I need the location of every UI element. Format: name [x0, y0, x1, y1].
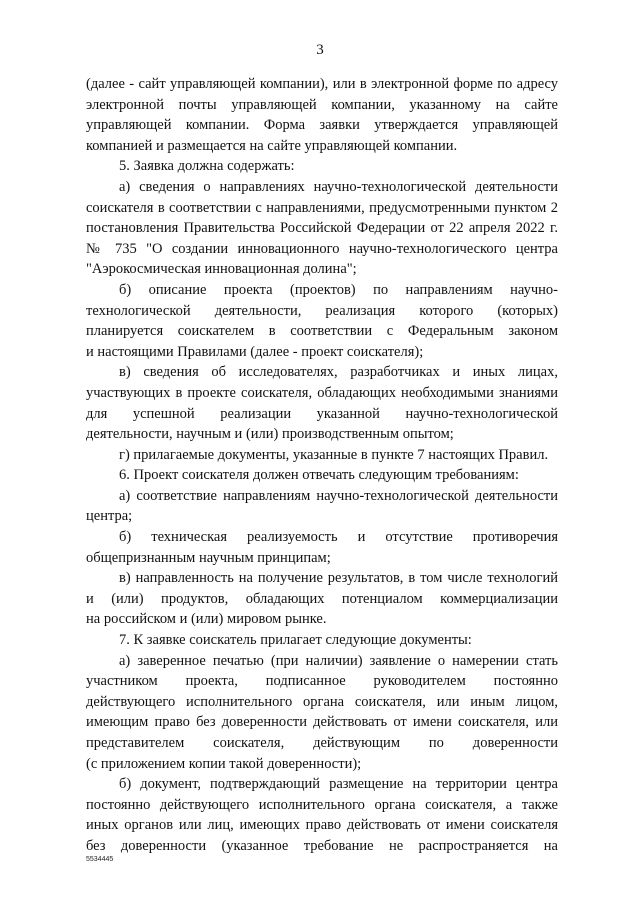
text-line: и (или) продуктов, обладающих потенциалом коммерциализации	[86, 590, 558, 607]
text-line: представителем соискателя, действующим по доверенности	[86, 735, 558, 751]
text-line: соискателя в соответствии с направлениями, предусмотренными пунктом 2	[86, 199, 558, 216]
text-line: (с приложением копии такой доверенности);	[86, 755, 362, 772]
text-line: в) направленность на получение результатов, в том числе технологий	[119, 570, 558, 587]
text-line: управляющей компании. Форма заявки утверждается управляющей	[86, 117, 558, 134]
document-body	[86, 74, 558, 857]
text-line: (далее - сайт управляющей компании), или в электронной форме по адресу	[86, 76, 558, 92]
text-line: для успешной реализации указанной научно-технологической	[86, 405, 558, 422]
text-line: постановления Правительства Российской Федерации от 22 апреля 2022 г.	[86, 220, 558, 237]
text-line: г) прилагаемые документы, указанные в пункте 7 настоящих Правил.	[119, 446, 549, 463]
text-line: участником проекта, подписанное руководителем постоянно	[86, 673, 558, 690]
document-code: 5534445	[86, 856, 114, 863]
text-line: а) заверенное печатью (при наличии) заявление о намерении стать	[119, 652, 558, 669]
text-line: б) техническая реализуемость и отсутствие противоречия	[119, 529, 558, 546]
text-line: на российском и (или) мировом рынке.	[86, 611, 327, 628]
text-line: а) соответствие направлениям научно-технологической деятельности	[119, 487, 558, 504]
text-line: действующего исполнительного органа соискателя, или иным лицом,	[86, 693, 558, 710]
text-line: № 735 "О создании инновационного научно-технологического центра	[86, 240, 558, 257]
text-line: центра;	[86, 508, 133, 525]
text-line: б) документ, подтверждающий размещение на территории центра	[119, 776, 558, 793]
text-line: и настоящими Правилами (далее - проект соискателя);	[86, 343, 424, 360]
text-line: технологической деятельности, реализация которого (которых)	[86, 302, 558, 319]
text-line: 7. К заявке соискатель прилагает следующие документы:	[119, 632, 472, 649]
text-line: "Аэрокосмическая инновационная долина";	[86, 261, 357, 278]
text-line: участвующих в проекте соискателя, обладающих необходимыми знаниями	[86, 384, 558, 401]
text-line: компанией и размещается на сайте управляющей компании.	[86, 137, 458, 154]
text-line: б) описание проекта (проектов) по направлениям научно-	[119, 281, 558, 298]
page-number: 3	[316, 42, 324, 58]
text-line: 6. Проект соискателя должен отвечать следующим требованиям:	[119, 467, 519, 484]
text-line: электронной почты управляющей компании, указанному на сайте	[86, 96, 558, 113]
text-line: без доверенности (указанное требование не распространяется на	[86, 837, 558, 854]
text-line: а) сведения о направлениях научно-технологической деятельности	[119, 178, 558, 195]
text-line: общепризнанным научным принципам;	[86, 549, 331, 566]
text-line: в) сведения об исследователях, разработчиках и иных лицах,	[119, 364, 558, 381]
text-line: имеющим право без доверенности действовать от имени соискателя, или	[86, 714, 558, 731]
text-line: иных органов или лиц, имеющих право действовать от имени соискателя	[86, 817, 558, 834]
text-line: деятельности, научным и (или) производственным опытом;	[86, 426, 454, 443]
text-line: постоянно действующего исполнительного органа соискателя, а также	[86, 796, 558, 813]
text-line: планируется соискателем в соответствии с Федеральным законом	[86, 323, 558, 340]
text-line: 5. Заявка должна содержать:	[119, 158, 295, 175]
